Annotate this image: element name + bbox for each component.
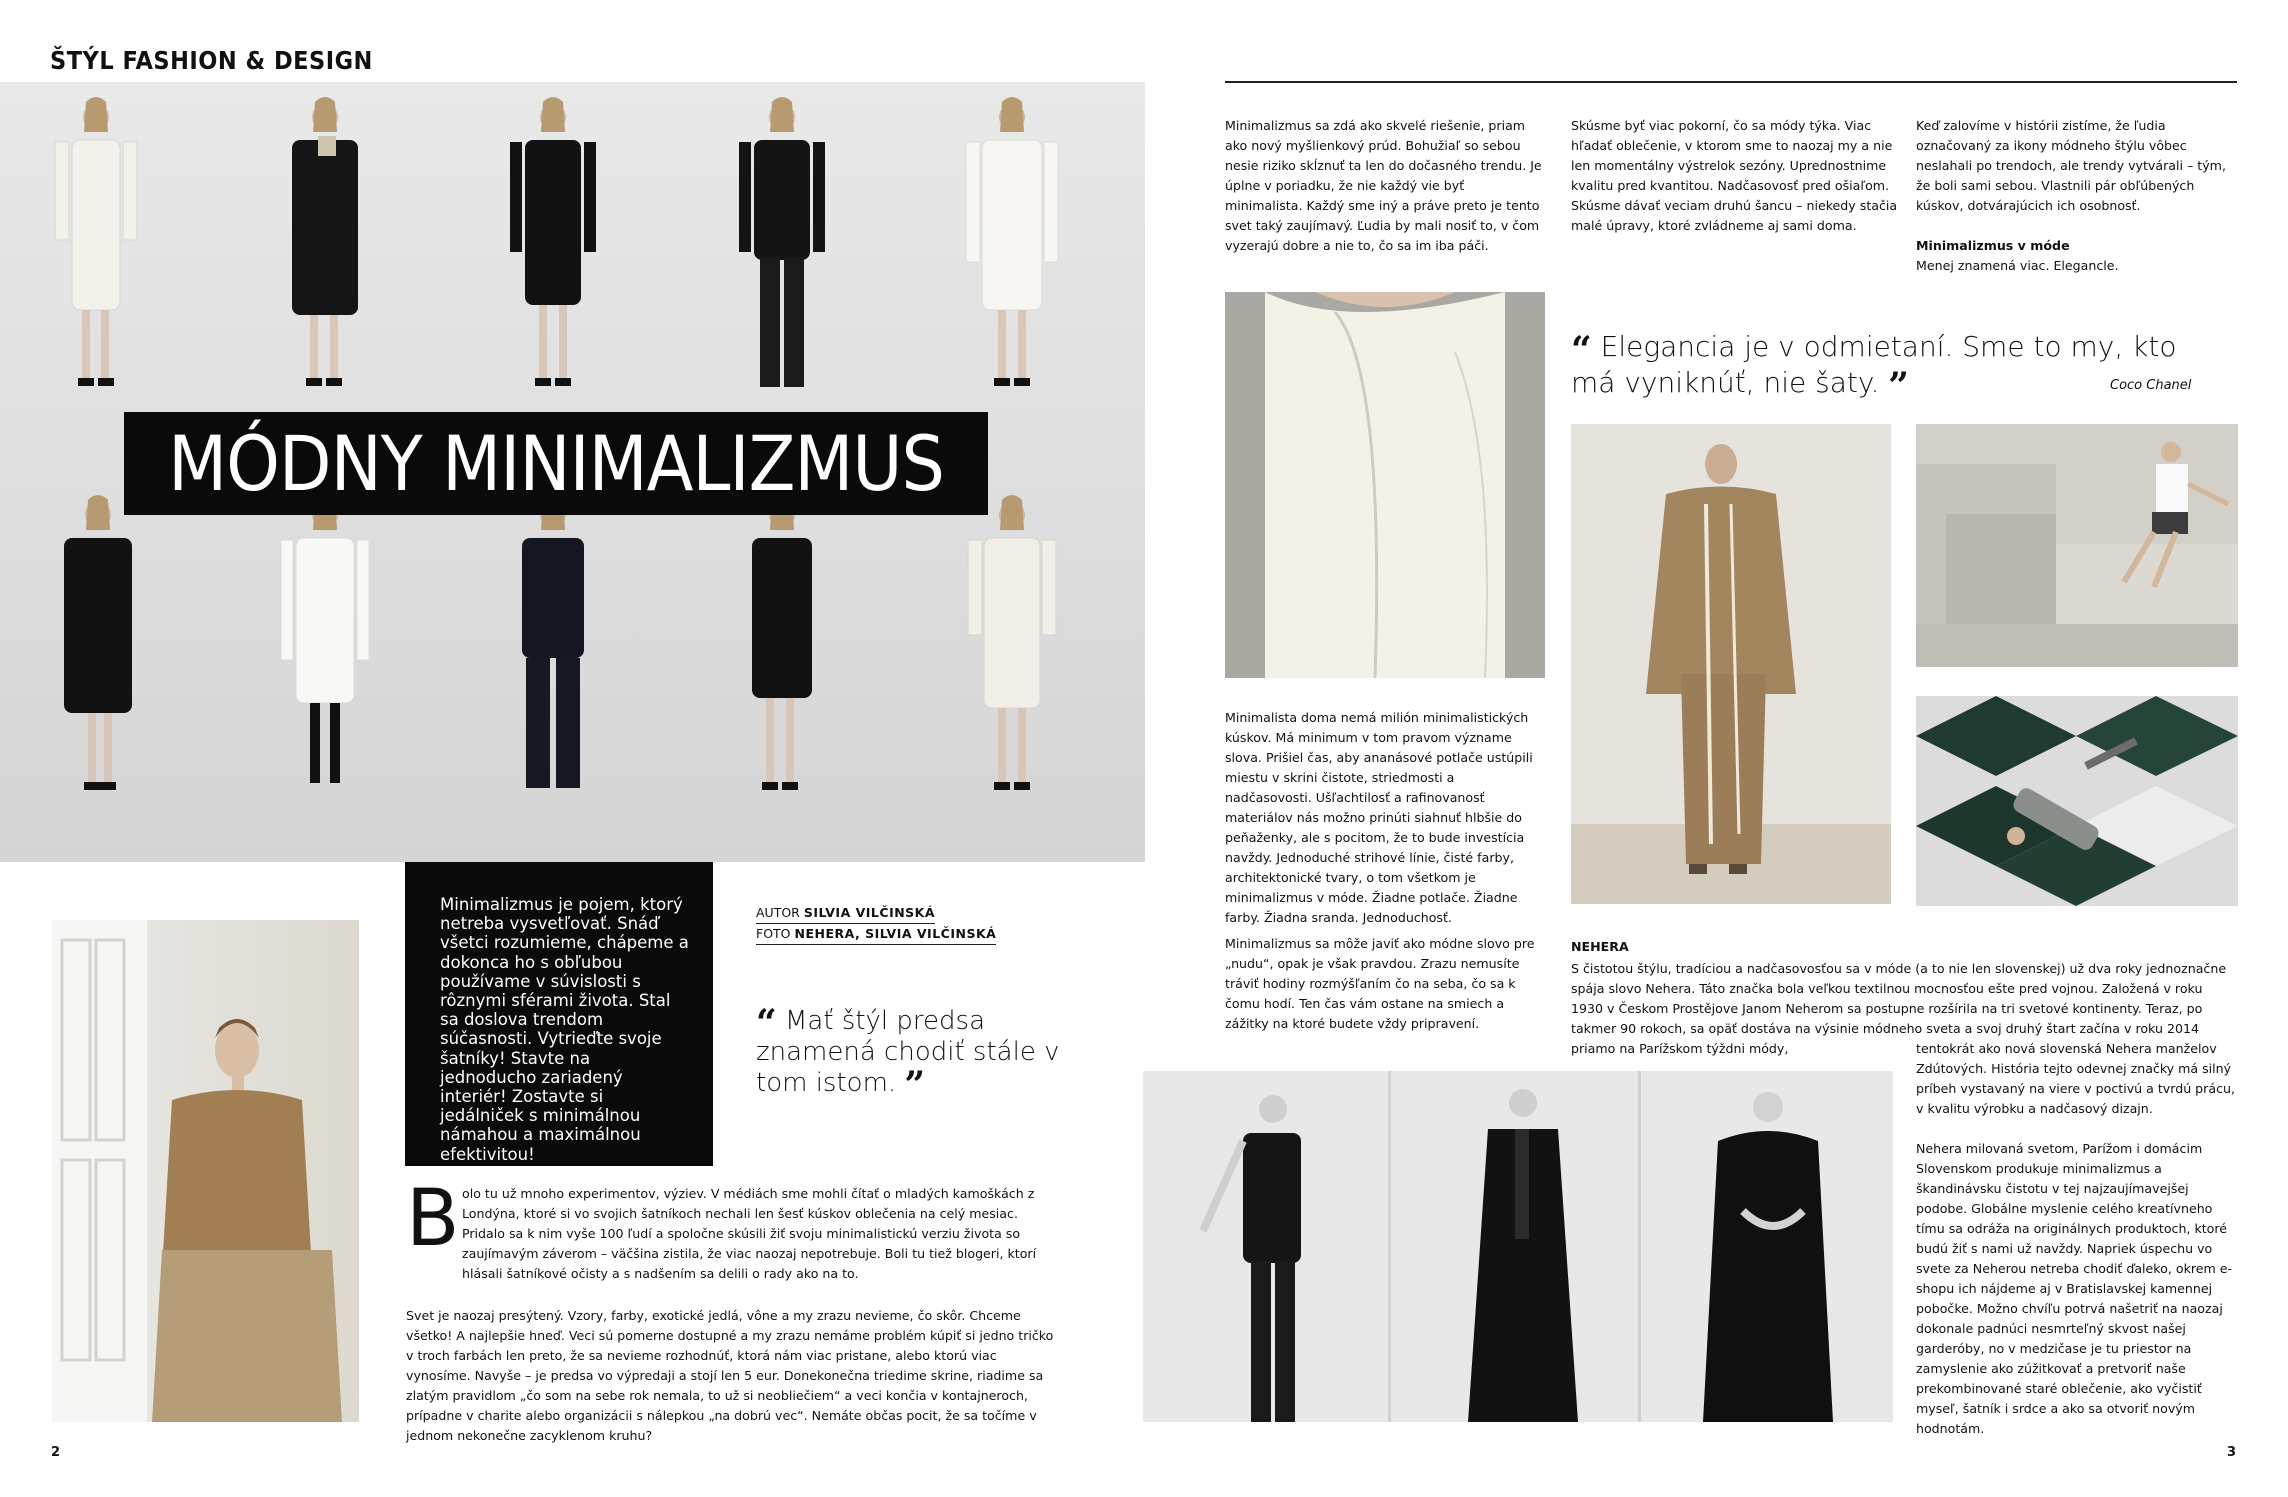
nehera-narrow-text: tentokrát ako nová slovenská Nehera manželov Zdútových. História tejto odevnej značky má silný príbeh vystavaný na viere v poctivú a tvrdú prácu, v kvalitu výrobku a nadčasový dizajn.: [1916, 1041, 2235, 1116]
bw-three-models-photo: [1143, 1071, 1893, 1422]
intro-text: Minimalizmus je pojem, ktorý netreba vysvetľovať. Snáď všetci rozumieme, chápeme a dokonca ho s obľubou používame v súvislosti s rôznymi sférami života. Stal sa doslova trendom súčasnosti. Vytrieďte svoje šatníky! Stavte na jednoducho zariadený interiér! Zostavte si jedálniček s minimálnou námahou a maximálnou efektivitou!: [440, 895, 689, 1164]
floor-lying-photo: [1916, 696, 2238, 906]
woman-window-photo: [52, 920, 359, 1422]
photo-label: FOTO: [756, 926, 791, 941]
subheading-minimalism: Minimalizmus v móde: [1916, 238, 2070, 253]
nehera-runway-photo: [1571, 424, 1891, 904]
author-label: AUTOR: [756, 905, 800, 920]
column-3-tail: Menej znamená viac. Elegancle.: [1916, 258, 2119, 273]
credits: [756, 903, 996, 945]
open-quote-icon: “: [756, 1002, 777, 1044]
column-4-text: Minimalista doma nemá milión minimalistických kúskov. Má minimum v tom pravom význame slova. Prišiel čas, aby ananásové potlače ustúpili miestu v skrini čistote, striedmosti a nadčasovosti. Ušľachtilosť a rafinovanosť materiálov nás možno prinúti siahnuť hlbšie do peňaženky, ale s pocitom, že to bude investícia navždy. Jednoduché strihové línie, čisté farby, architektonické tvary, o tom všetkom je minimalizmus v móde. Žiadne potlače. Žiadne farby. Žiadna sranda. Jednoduchosť.: [1225, 710, 1533, 925]
concrete-steps-photo: [1916, 424, 2238, 667]
white-coat-closeup-photo: [1225, 292, 1545, 678]
section-title: ŠTÝL FASHION & DESIGN: [50, 46, 373, 75]
top-rule: [1225, 81, 2237, 83]
page-number-left: 2: [51, 1445, 61, 1460]
article-paragraph-2: Svet je naozaj presýtený. Vzory, farby, exotické jedlá, vône a my zrazu nevieme, čo skôr. Chceme všetko! A najlepšie hneď. Veci sú pomerne dostupné a my zrazu nemáme problém kúpiť si jedno tričko v troch farbách len preto, že sa nevieme rozhodnúť, ktorá nám viac pristane, alebo ktorú viac vynosíme. Navyše – je predsa vo výpredaji a stojí len 5 eur. Donekonečna triedime skrine, riadime sa zlatým pravidlom „čo som na sebe rok nemala, to už si neobliečiem“ a veci končia v kontajneroch, prípadne v charite alebo organizácii s nálepkou „na dobrú vec“. Nemáte občas pocit, že sa točíme v jednom nekonečne zacyklenom kruhu?: [406, 1308, 1054, 1443]
photo-value: NEHERA, SILVIA VILČINSKÁ: [794, 926, 997, 941]
headline: MÓDNY MINIMALIZMUS: [168, 419, 944, 508]
close-quote-icon: ”: [904, 1064, 926, 1106]
article-paragraph-1: olo tu už mnoho experimentov, výziev. V médiách sme mohli čítať o mladých kamoškách z Londýna, ktoré si vo svojich šatníkoch nechali len šesť kúskov oblečenia na celý mesiac. Pridalo sa k nim vyše 100 ľudí a spoločne skúsili žiť svoju minimalistickú verziu života so zaujímavým záverom – väčšina zistila, že viac naozaj nepotrebuje. Boli tu tiež blogeri, ktorí hlásali šatníkové očisty a s nadšením sa delili o rady ako na to.: [462, 1186, 1037, 1281]
pull-quote-1: [756, 1002, 1086, 1106]
pull-quote-1-text: Mať štýl predsa znamená chodiť stále v tom istom.: [756, 1006, 1060, 1098]
close-quote-icon: ”: [1888, 365, 1909, 407]
pull-quote-2-text: Elegancia je v odmietaní. Sme to my, kto má vyniknúť, nie šaty.: [1571, 330, 2177, 399]
page-number-right: 3: [2227, 1445, 2237, 1460]
column-1-text: Minimalizmus sa zdá ako skvelé riešenie, priam ako nový myšlienkový prúd. Bohužiaľ so sebou nesie riziko skĺznuť ta len do dočasného trendu. Je úplne v poriadku, že nie každý vie byť minimalista. Každý sme iný a práve preto je tento svet taký zaujímavý. Ľudia by mali nosiť to, v čom vyzerajú dobre a nie to, čo sa im iba páči.: [1225, 118, 1542, 253]
author-value: SILVIA VILČINSKÁ: [803, 905, 936, 920]
column-3-text: Keď zalovíme v histórii zistíme, že ľudia označovaný za ikony módneho štýlu vôbec neslahali po trendoch, ale trendy vytvárali – tým, že boli sami sebou. Vlastnili pár obľúbených kúskov, dotvárajúcich ich osobnosť.: [1916, 118, 2226, 213]
nehera-narrow-column: [1916, 1039, 2238, 1439]
drop-cap: B: [406, 1174, 460, 1264]
nehera-heading: NEHERA: [1571, 939, 1629, 954]
nehera-wide-text: S čistotou štýlu, tradíciou a nadčasovosťou sa v móde (a to nie len slovenskej) už dva roky jednoznačne spája slovo Nehera. Táto značka bola veľkou textilnou mocnosťou ešte pred vojnou. Založená v roku 1930 v Českom Prostějove Janom Neherom sa postupne rozšírila na tri svetové kontinenty. Teraz, po takmer 90 rokoch, sa opäť dostáva na výsinie módneho sveta a svoj druhý štart začína v roku 2014 priamo na Parížskom týždni módy,: [1571, 961, 2227, 1056]
column-2-text: Skúsme byť viac pokorní, čo sa módy týka. Viac hľadať oblečenie, v ktorom sme to naozaj my a nie len momentálny výstrelok sezóny. Uprednostnime kvalitu pred kvantitou. Nadčasovosť pred ošiaľom. Skúsme dávať veciam druhú šancu – niekedy stačia malé úpravy, ktoré zvládneme aj sami doma.: [1571, 118, 1898, 233]
column-3: [1916, 116, 2238, 276]
quote-attribution: Coco Chanel: [2110, 378, 2192, 393]
column-5-text: Minimalizmus sa môže javiť ako módne slovo pre „nudu“, opak je však pravdou. Zrazu nemusíte tráviť hodiny rozmýšľaním čo na seba, čo sa k čomu hodí. Ten čas vám ostane na smiech a zážitky na ktoré budete vždy pripravení.: [1225, 936, 1535, 1031]
nehera-narrow-text-2: Nehera milovaná svetom, Parížom i domácim Slovenskom produkuje minimalizmus a škandinávsku čistotu v tej najzaujímavejšej podobe. Globálne myslenie celého kreatívneho tímu sa odráža na originálnych produktoch, ktoré budú žiť s nami už navždy. Napriek úspechu vo svete za Neherou netreba chodiť ďaleko, okrem e-shopu ich nájdeme aj v Bratislavskej kamennej pobočke. Možno chvíľu potrvá našetriť na naozaj dokonale padnúci nesmrteľný skvost našej garderóby, no v medzičase je tu priestor na zamyslenie ako zúžitkovať a pretvoriť naše prekombinované staré oblečenie, ako vyčistiť myseľ, šatník i srdce a ako sa otvoriť novým hodnotám.: [1916, 1141, 2233, 1436]
open-quote-icon: “: [1571, 329, 1592, 371]
